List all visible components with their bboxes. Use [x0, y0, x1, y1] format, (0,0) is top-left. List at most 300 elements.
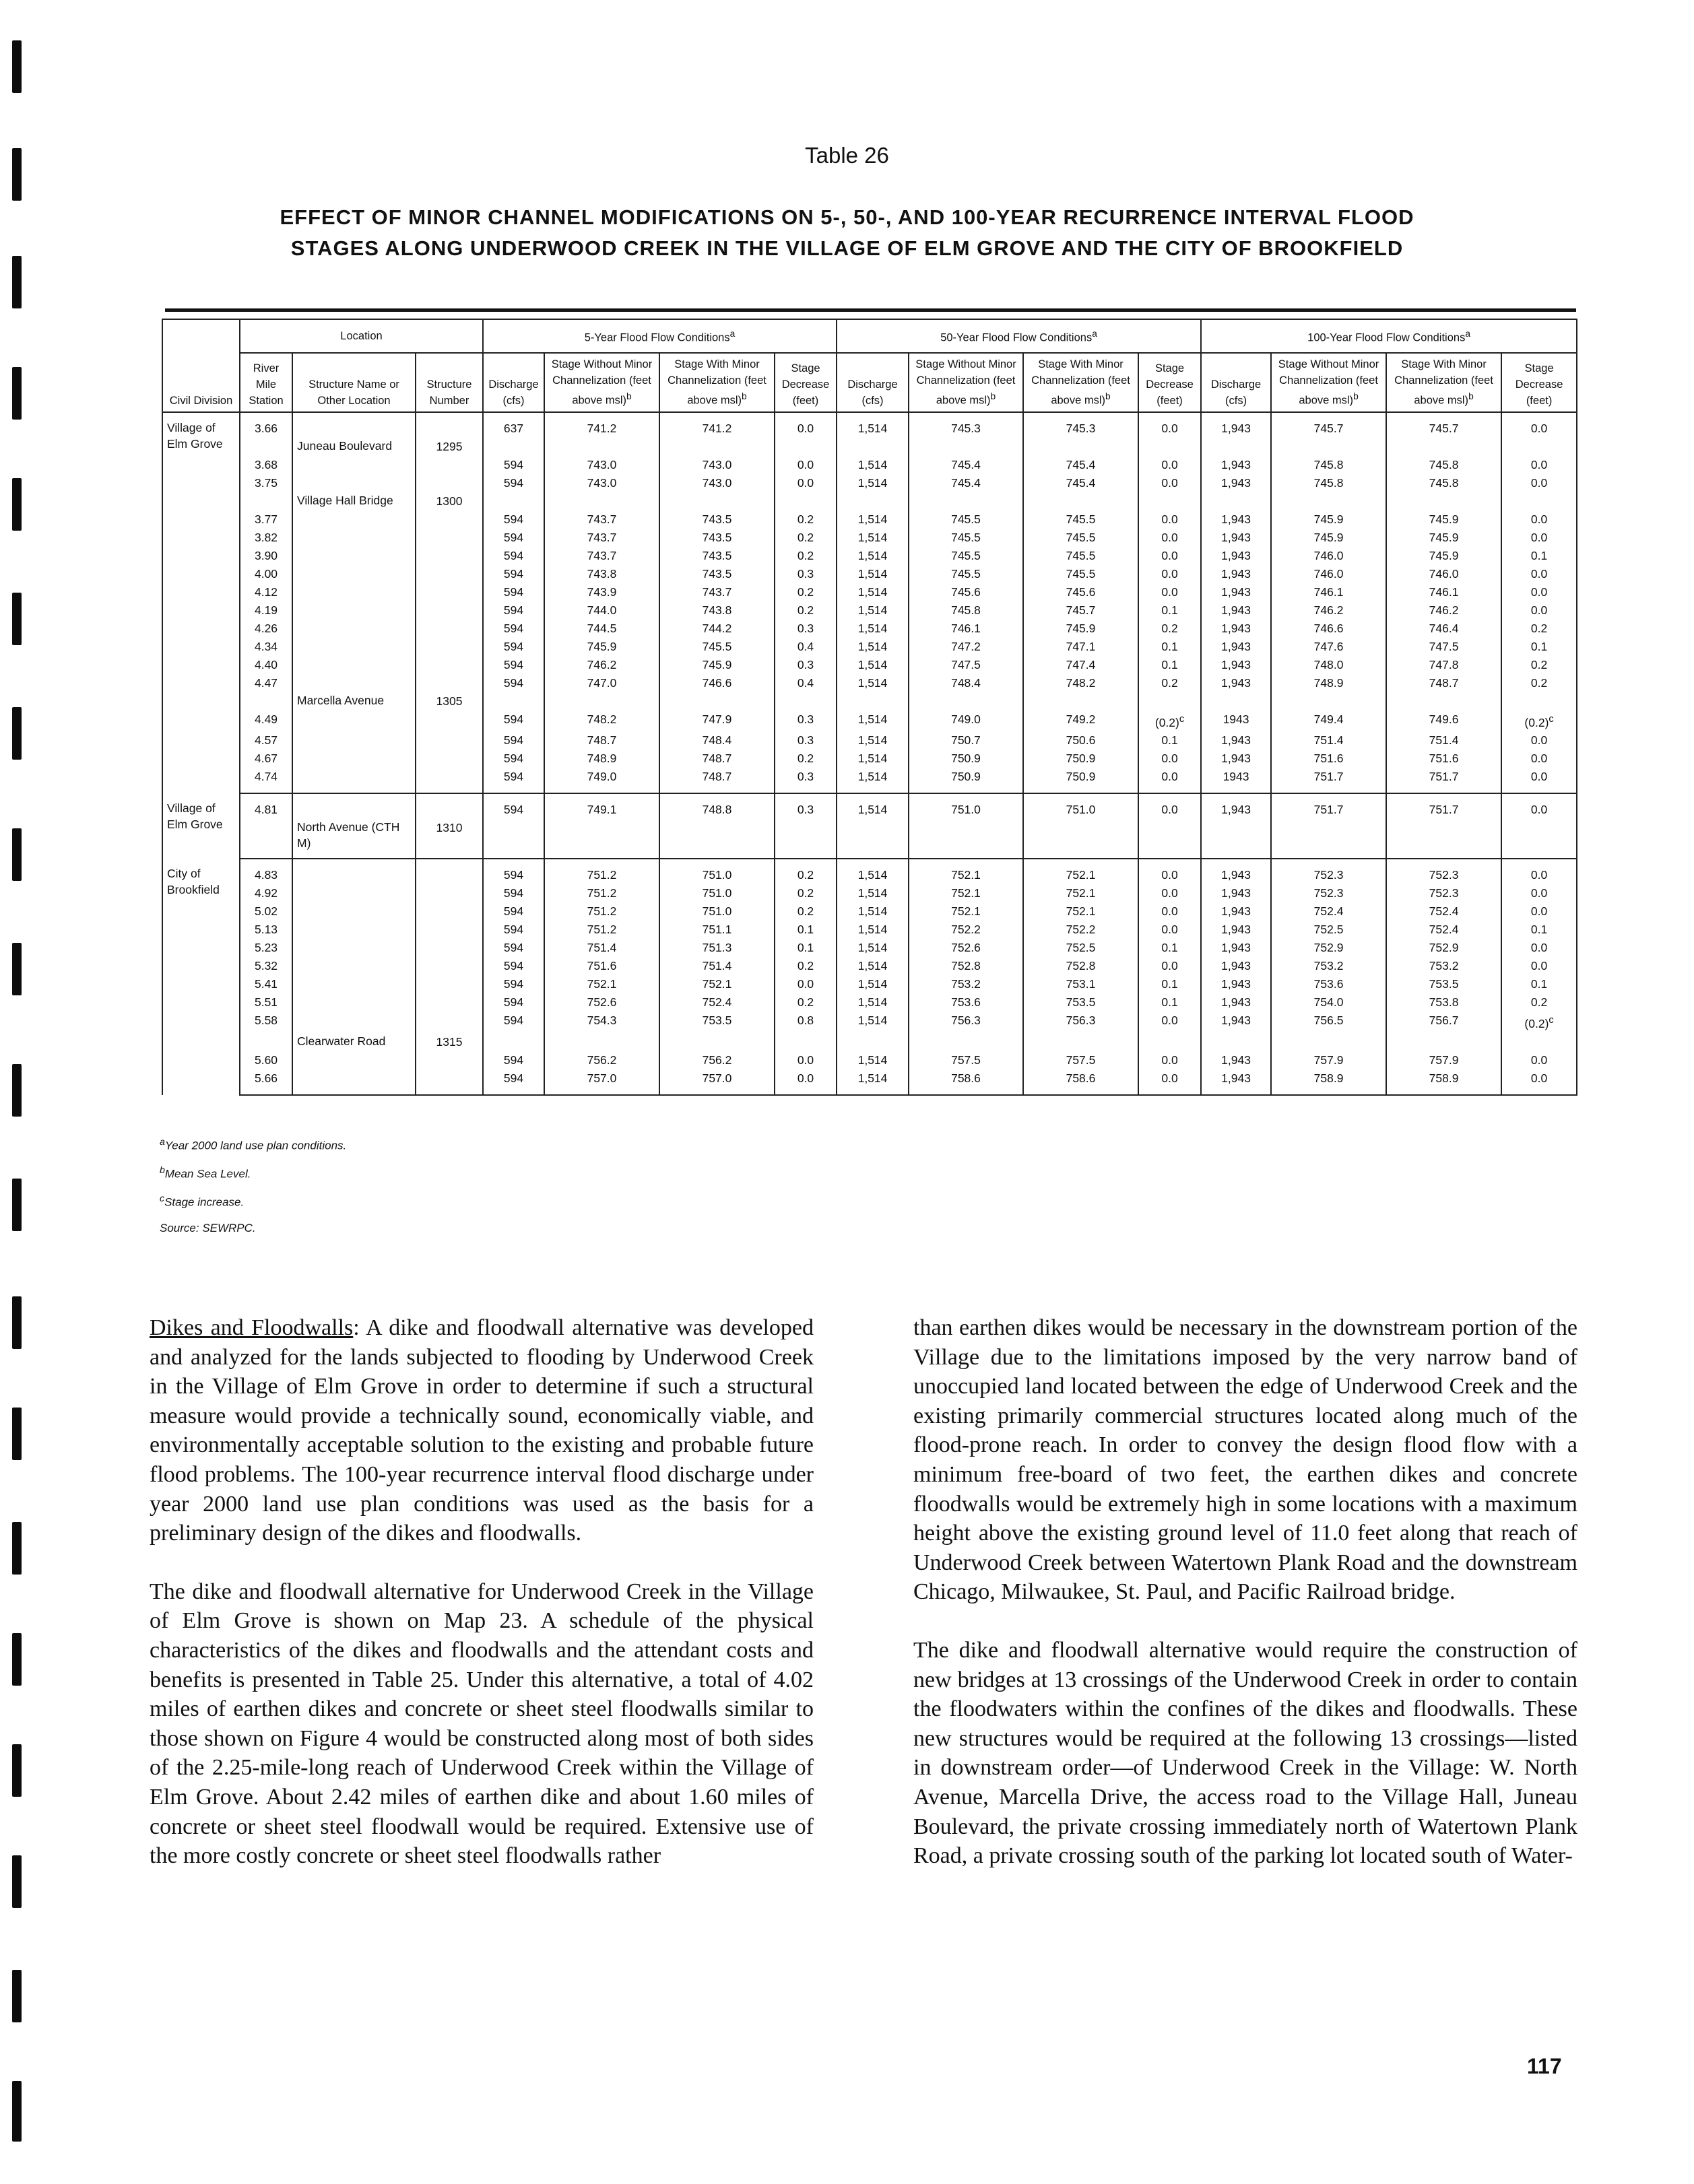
cell-s50: 0.1: [1138, 638, 1201, 656]
cell-s5: 0.4: [775, 674, 837, 692]
cell-m5: 743.0: [659, 456, 775, 474]
cell-name: Village Hall Bridge: [292, 492, 416, 510]
footnote-c: $^c$Stage increase.: [160, 1193, 245, 1209]
table-row: [162, 656, 1577, 674]
footnote-source: Source: SEWRPC.: [160, 1222, 256, 1234]
cell-m100: 748.7: [1386, 674, 1501, 692]
cell-station: 3.90: [240, 547, 292, 565]
cell-d5: [483, 819, 544, 859]
cell-w100: 746.0: [1271, 547, 1386, 565]
cell-s5: 0.2: [775, 902, 837, 921]
cell-m5: 743.5: [659, 547, 775, 565]
header-stage-decrease-50: Stage Decrease (feet): [1138, 353, 1201, 412]
cell-d5: 594: [483, 750, 544, 768]
cell-m100: 753.5: [1386, 975, 1501, 993]
cell-m5: 752.4: [659, 993, 775, 1012]
table-row: [162, 993, 1577, 1012]
cell-w100: 745.8: [1271, 456, 1386, 474]
header-stage-decrease-100: Stage Decrease (feet): [1501, 353, 1577, 412]
table-row: [162, 601, 1577, 620]
cell-m50: 753.1: [1023, 975, 1138, 993]
cell-s50: [1138, 492, 1201, 510]
cell-d50: 1,514: [837, 674, 909, 692]
cell-m50: 745.5: [1023, 529, 1138, 547]
cell-w50: 745.4: [909, 474, 1023, 492]
cell-d100: 1,943: [1201, 656, 1271, 674]
binder-mark: [12, 367, 22, 420]
cell-name: [292, 474, 416, 492]
cell-m5: 743.0: [659, 474, 775, 492]
cell-m5: [659, 492, 775, 510]
cell-s5: 0.2: [775, 957, 837, 975]
cell-name: [292, 620, 416, 638]
cell-name: [292, 656, 416, 674]
cell-d5: 594: [483, 674, 544, 692]
cell-w50: 758.6: [909, 1069, 1023, 1095]
cell-d100: 1943: [1201, 768, 1271, 793]
cell-d50: [837, 1033, 909, 1051]
cell-m100: 756.7: [1386, 1012, 1501, 1033]
cell-s5: 0.0: [775, 1069, 837, 1095]
cell-d50: 1,514: [837, 768, 909, 793]
cell-m100: 758.9: [1386, 1069, 1501, 1095]
cell-m5: 756.2: [659, 1051, 775, 1069]
cell-w100: 749.4: [1271, 710, 1386, 732]
cell-m50: 745.5: [1023, 547, 1138, 565]
cell-name: [292, 902, 416, 921]
cell-m100: 751.7: [1386, 768, 1501, 793]
cell-m100: 753.8: [1386, 993, 1501, 1012]
cell-w5: 743.7: [544, 510, 659, 529]
cell-number: [416, 474, 483, 492]
cell-station: 4.92: [240, 884, 292, 902]
cell-m5: 751.4: [659, 957, 775, 975]
cell-s50: 0.0: [1138, 583, 1201, 601]
cell-d50: 1,514: [837, 583, 909, 601]
cell-station: 3.66: [240, 412, 292, 438]
cell-w50: 752.2: [909, 921, 1023, 939]
cell-s5: [775, 492, 837, 510]
table-row: [162, 819, 1577, 859]
cell-w50: 752.1: [909, 902, 1023, 921]
cell-d5: 594: [483, 710, 544, 732]
cell-station: [240, 1033, 292, 1051]
cell-number: [416, 710, 483, 732]
cell-s100: [1501, 1033, 1577, 1051]
cell-w50: 750.9: [909, 768, 1023, 793]
cell-d50: 1,514: [837, 638, 909, 656]
cell-w50: 749.0: [909, 710, 1023, 732]
cell-w5: 747.0: [544, 674, 659, 692]
cell-d50: 1,514: [837, 565, 909, 583]
table-row: [162, 768, 1577, 793]
cell-s50: 0.1: [1138, 975, 1201, 993]
cell-w100: 753.2: [1271, 957, 1386, 975]
footnote-mark: c: [160, 1193, 165, 1204]
table-row: [162, 710, 1577, 732]
note-mark-a: a: [729, 329, 736, 339]
cell-m5: 741.2: [659, 412, 775, 438]
cell-d50: 1,514: [837, 859, 909, 884]
cell-s100: 0.2: [1501, 656, 1577, 674]
cell-m100: [1386, 492, 1501, 510]
cell-name: [292, 750, 416, 768]
cell-d50: 1,514: [837, 1051, 909, 1069]
cell-s50: 0.2: [1138, 674, 1201, 692]
header-stage-without-5: Stage Without Minor Channelization (feet above msl)$^b$: [544, 353, 659, 412]
header-structure-name: Structure Name or Other Location: [292, 353, 416, 412]
cell-m100: 751.4: [1386, 731, 1501, 750]
cell-d50: 1,514: [837, 656, 909, 674]
cell-d5: 594: [483, 601, 544, 620]
cell-d5: 594: [483, 957, 544, 975]
cell-name: North Avenue (CTH M): [292, 819, 416, 859]
cell-s50: 0.0: [1138, 750, 1201, 768]
cell-s100: 0.0: [1501, 510, 1577, 529]
cell-number: [416, 638, 483, 656]
cell-d100: 1,943: [1201, 750, 1271, 768]
cell-m100: 745.8: [1386, 456, 1501, 474]
cell-w5: 757.0: [544, 1069, 659, 1095]
cell-w5: 743.0: [544, 456, 659, 474]
cell-d100: 1,943: [1201, 902, 1271, 921]
cell-station: [240, 692, 292, 710]
cell-m100: [1386, 1033, 1501, 1051]
cell-d50: 1,514: [837, 510, 909, 529]
cell-d5: 594: [483, 884, 544, 902]
cell-d50: 1,514: [837, 529, 909, 547]
cell-name: [292, 957, 416, 975]
cell-s50: [1138, 692, 1201, 710]
left-paragraph-1-text: : A dike and floodwall alternative was developed and analyzed for the lands subjected to flooding by Underwood Creek in the Village of Elm Grove in order to determine if such a structural measure would provide a technically sound, economically viable, and environmentally acceptable solution to the existing and probable future flood problems. The 100-year recurrence interval flood discharge under year 2000 land use plan conditions was used as the basis for a preliminary design of the dikes and floodwalls.: [150, 1315, 814, 1546]
cell-station: 4.40: [240, 656, 292, 674]
cell-d5: 594: [483, 565, 544, 583]
cell-w50: 747.5: [909, 656, 1023, 674]
cell-m100: 745.7: [1386, 412, 1501, 438]
cell-m5: [659, 438, 775, 456]
cell-d100: 1,943: [1201, 884, 1271, 902]
cell-d100: 1,943: [1201, 957, 1271, 975]
cell-w5: 752.1: [544, 975, 659, 993]
cell-m50: 753.5: [1023, 993, 1138, 1012]
binder-mark: [12, 40, 22, 93]
cell-m50: 745.4: [1023, 456, 1138, 474]
cell-s50: 0.1: [1138, 656, 1201, 674]
cell-d5: 594: [483, 939, 544, 957]
cell-w5: 751.4: [544, 939, 659, 957]
cell-s50: 0.0: [1138, 412, 1201, 438]
cell-m50: 748.2: [1023, 674, 1138, 692]
cell-name: [292, 731, 416, 750]
cell-name: [292, 884, 416, 902]
table-row: [162, 975, 1577, 993]
cell-station: [240, 438, 292, 456]
cell-s50: 0.0: [1138, 529, 1201, 547]
cell-m5: 747.9: [659, 710, 775, 732]
cell-m50: [1023, 438, 1138, 456]
cell-s50: 0.0: [1138, 921, 1201, 939]
cell-d5: 594: [483, 529, 544, 547]
cell-s5: 0.2: [775, 993, 837, 1012]
header-50-year: [837, 319, 1201, 353]
cell-w5: 744.0: [544, 601, 659, 620]
cell-m50: 745.4: [1023, 474, 1138, 492]
cell-m5: 748.4: [659, 731, 775, 750]
cell-s100: 0.0: [1501, 601, 1577, 620]
cell-s50: 0.0: [1138, 884, 1201, 902]
cell-w50: 752.1: [909, 859, 1023, 884]
cell-number: [416, 674, 483, 692]
cell-m100: [1386, 819, 1501, 859]
header-5-year-label: 5-Year Flood Flow Conditions: [584, 331, 730, 344]
cell-d5: 594: [483, 510, 544, 529]
table-row: [162, 620, 1577, 638]
cell-number: [416, 793, 483, 819]
cell-s50: 0.1: [1138, 601, 1201, 620]
cell-m5: 745.5: [659, 638, 775, 656]
table-top-rule: [165, 308, 1576, 312]
cell-m50: 756.3: [1023, 1012, 1138, 1033]
cell-s50: [1138, 438, 1201, 456]
header-stage-without-50: Stage Without Minor Channelization (feet above msl)$^b$: [909, 353, 1023, 412]
cell-m5: 748.7: [659, 750, 775, 768]
cell-w5: 751.2: [544, 884, 659, 902]
cell-d100: 1,943: [1201, 474, 1271, 492]
cell-name: [292, 710, 416, 732]
cell-w50: [909, 819, 1023, 859]
cell-w100: 752.5: [1271, 921, 1386, 939]
cell-d5: 594: [483, 583, 544, 601]
cell-w5: 751.2: [544, 921, 659, 939]
cell-d50: 1,514: [837, 957, 909, 975]
cell-s50: 0.1: [1138, 731, 1201, 750]
cell-s50: 0.0: [1138, 510, 1201, 529]
cell-d100: [1201, 692, 1271, 710]
table-row: [162, 412, 1577, 438]
cell-number: [416, 902, 483, 921]
cell-station: 3.77: [240, 510, 292, 529]
cell-m100: 751.7: [1386, 793, 1501, 819]
table-row: [162, 1033, 1577, 1051]
cell-d5: 594: [483, 975, 544, 993]
cell-m5: 743.5: [659, 565, 775, 583]
cell-d50: 1,514: [837, 939, 909, 957]
cell-d100: 1,943: [1201, 412, 1271, 438]
cell-s100: 0.2: [1501, 993, 1577, 1012]
cell-m100: 745.9: [1386, 510, 1501, 529]
cell-s5: [775, 819, 837, 859]
cell-m50: 749.2: [1023, 710, 1138, 732]
cell-m50: 752.1: [1023, 902, 1138, 921]
cell-w100: 751.4: [1271, 731, 1386, 750]
cell-number: 1310: [416, 819, 483, 859]
cell-d100: 1,943: [1201, 638, 1271, 656]
cell-w5: 743.0: [544, 474, 659, 492]
cell-w50: 751.0: [909, 793, 1023, 819]
cell-m100: 746.2: [1386, 601, 1501, 620]
cell-w100: 752.3: [1271, 884, 1386, 902]
cell-s5: 0.0: [775, 456, 837, 474]
section-heading: Dikes and Floodwalls: [150, 1315, 354, 1340]
cell-s100: 0.0: [1501, 939, 1577, 957]
cell-number: [416, 656, 483, 674]
cell-number: [416, 583, 483, 601]
cell-station: 4.49: [240, 710, 292, 732]
cell-s100: 0.0: [1501, 768, 1577, 793]
cell-m50: 752.1: [1023, 884, 1138, 902]
cell-m5: 743.5: [659, 529, 775, 547]
cell-d50: 1,514: [837, 921, 909, 939]
civil-division-cell: Village of Elm Grove: [162, 412, 240, 794]
cell-d5: [483, 1033, 544, 1051]
cell-s5: 0.2: [775, 859, 837, 884]
binder-mark: [12, 707, 22, 760]
cell-m100: 752.4: [1386, 921, 1501, 939]
binder-mark: [12, 1744, 22, 1797]
table-row: [162, 583, 1577, 601]
cell-s5: 0.3: [775, 620, 837, 638]
table-body: [162, 412, 1577, 1096]
cell-name: [292, 921, 416, 939]
cell-name: [292, 975, 416, 993]
cell-s100: $(0.2)^c$: [1501, 710, 1577, 732]
cell-station: 4.19: [240, 601, 292, 620]
cell-s100: 0.0: [1501, 474, 1577, 492]
cell-s50: 0.0: [1138, 474, 1201, 492]
cell-s50: 0.0: [1138, 793, 1201, 819]
table-row: [162, 565, 1577, 583]
cell-station: [240, 492, 292, 510]
table-row: [162, 1051, 1577, 1069]
binder-mark: [12, 478, 22, 531]
cell-number: 1305: [416, 692, 483, 710]
cell-name: [292, 601, 416, 620]
cell-w100: [1271, 1033, 1386, 1051]
cell-w50: 753.2: [909, 975, 1023, 993]
cell-station: 5.32: [240, 957, 292, 975]
cell-w50: [909, 1033, 1023, 1051]
cell-s5: 0.3: [775, 710, 837, 732]
cell-number: [416, 921, 483, 939]
header-stage-with-50: Stage With Minor Channelization (feet above msl)$^b$: [1023, 353, 1138, 412]
cell-m50: 752.5: [1023, 939, 1138, 957]
table-caption: [0, 202, 1694, 264]
cell-s5: 0.3: [775, 565, 837, 583]
cell-d5: 594: [483, 1051, 544, 1069]
cell-m100: 749.6: [1386, 710, 1501, 732]
table-row: [162, 438, 1577, 456]
cell-d50: 1,514: [837, 710, 909, 732]
header-discharge-5: Discharge (cfs): [483, 353, 544, 412]
cell-w100: 745.8: [1271, 474, 1386, 492]
cell-m100: 745.9: [1386, 547, 1501, 565]
cell-w50: 756.3: [909, 1012, 1023, 1033]
cell-station: 5.60: [240, 1051, 292, 1069]
cell-s100: 0.0: [1501, 529, 1577, 547]
cell-m50: 745.9: [1023, 620, 1138, 638]
cell-d5: 594: [483, 620, 544, 638]
cell-station: 3.75: [240, 474, 292, 492]
table-row: [162, 921, 1577, 939]
cell-s100: [1501, 819, 1577, 859]
table-row: [162, 529, 1577, 547]
cell-s50: 0.0: [1138, 957, 1201, 975]
cell-m100: 746.4: [1386, 620, 1501, 638]
cell-m5: 748.8: [659, 793, 775, 819]
cell-name: [292, 547, 416, 565]
cell-station: 4.26: [240, 620, 292, 638]
cell-w5: 743.7: [544, 529, 659, 547]
cell-m5: 751.3: [659, 939, 775, 957]
cell-m5: 751.1: [659, 921, 775, 939]
cell-m50: 745.3: [1023, 412, 1138, 438]
cell-d100: 1,943: [1201, 674, 1271, 692]
cell-s5: 0.2: [775, 601, 837, 620]
cell-s5: 0.2: [775, 510, 837, 529]
cell-d50: 1,514: [837, 456, 909, 474]
cell-s5: 0.4: [775, 638, 837, 656]
header-river-mile-station: River Mile Station: [240, 353, 292, 412]
cell-d5: [483, 692, 544, 710]
cell-number: [416, 510, 483, 529]
page-number: 117: [1527, 2054, 1562, 2078]
cell-s5: [775, 438, 837, 456]
cell-w5: 748.2: [544, 710, 659, 732]
cell-station: 4.74: [240, 768, 292, 793]
cell-m5: 757.0: [659, 1069, 775, 1095]
cell-d100: [1201, 492, 1271, 510]
cell-m100: 757.9: [1386, 1051, 1501, 1069]
cell-m50: 745.5: [1023, 565, 1138, 583]
table-row: [162, 859, 1577, 884]
table-row: [162, 456, 1577, 474]
table-row: [162, 957, 1577, 975]
cell-name: [292, 456, 416, 474]
cell-w50: 745.3: [909, 412, 1023, 438]
cell-w50: 752.1: [909, 884, 1023, 902]
binder-mark: [12, 1855, 22, 1908]
cell-w50: 745.5: [909, 529, 1023, 547]
table-row: [162, 638, 1577, 656]
cell-station: 3.68: [240, 456, 292, 474]
header-civil-division: Civil Division: [162, 319, 240, 412]
cell-w100: 746.0: [1271, 565, 1386, 583]
cell-w100: 746.6: [1271, 620, 1386, 638]
cell-m100: [1386, 692, 1501, 710]
cell-d100: 1,943: [1201, 921, 1271, 939]
cell-d50: 1,514: [837, 620, 909, 638]
cell-m50: 758.6: [1023, 1069, 1138, 1095]
cell-w50: 746.1: [909, 620, 1023, 638]
cell-s100: [1501, 492, 1577, 510]
cell-number: [416, 1069, 483, 1095]
cell-w5: 749.0: [544, 768, 659, 793]
cell-number: [416, 859, 483, 884]
header-stage-decrease-5: Stage Decrease (feet): [775, 353, 837, 412]
cell-s50: 0.0: [1138, 859, 1201, 884]
cell-m5: 753.5: [659, 1012, 775, 1033]
cell-number: [416, 1012, 483, 1033]
cell-name: Clearwater Road: [292, 1033, 416, 1051]
cell-d5: [483, 438, 544, 456]
cell-w5: 743.8: [544, 565, 659, 583]
cell-w5: 751.2: [544, 902, 659, 921]
cell-s50: 0.0: [1138, 1069, 1201, 1095]
cell-number: [416, 529, 483, 547]
cell-d50: 1,514: [837, 884, 909, 902]
cell-w100: 746.1: [1271, 583, 1386, 601]
cell-d50: [837, 819, 909, 859]
